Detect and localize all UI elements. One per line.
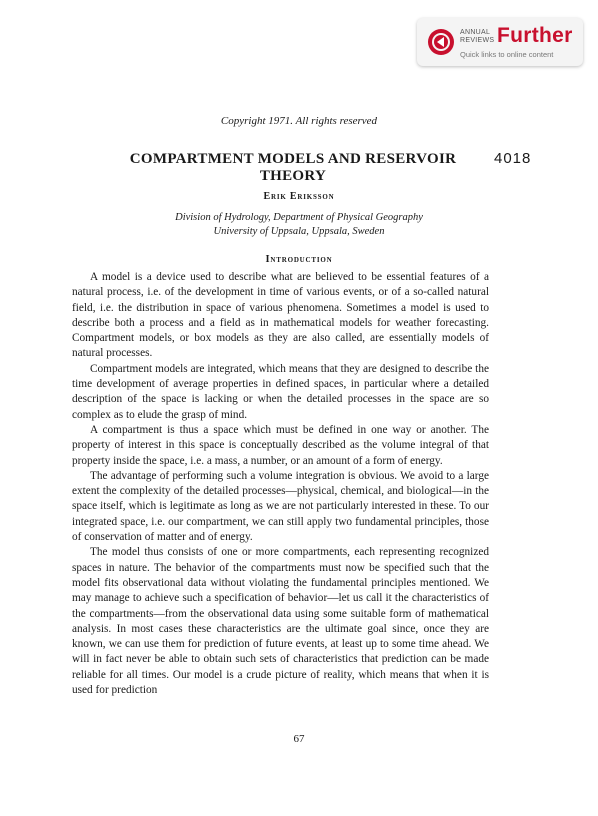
badge-further-text: Further (497, 24, 573, 47)
paragraph-4: The advantage of performing such a volume integration is obvious. We avoid to a large extent the complexity of the detailed processes—physical, chemical, and biological—in the space itself, which is legitimate as long as we are not particularly interested in these. To our integrated space, i.e. our compartment, we can still apply two fundamental principles, those of conservation of matter and of energy. (72, 469, 489, 544)
paragraph-1: A model is a device used to describe what are believed to be essential features of a natural process, i.e. of the development in time of various events, or of a so-called natural field, i.e. the distribution in space of various phenomena. Sometimes a model is used to describe both a process and a field as in mathematical models for weather forecasting. Compartment models, or box models as they are also called, are essentially models of natural processes. (72, 271, 489, 360)
badge-subtitle: Quick links to online content (460, 50, 554, 59)
badge-annual-text: ANNUAL (460, 29, 491, 36)
page-number: 67 (293, 733, 305, 745)
annual-reviews-further-badge[interactable] (417, 18, 583, 66)
section-heading: Introduction (265, 254, 333, 265)
paragraph-2: Compartment models are integrated, which means that they are designed to describe the time development of average properties in defined spaces, in particular where a detailed description of the space is lacking or when the detailed processes in the space are so complex as to elude the grasp of mind. (72, 362, 489, 421)
title-line-1: COMPARTMENT MODELS AND RESERVOIR (129, 151, 457, 167)
paragraph-5: The model thus consists of one or more compartments, each representing recognized spaces in nature. The behavior of the compartments must now be specified such that the model fits observational data without violating the fundamental principles mentioned. We may manage to achieve such a specification of behavior—let us call it the characteristics of the compartments—from the observational data using some suitable form of mathematical analysis. In most cases these characteristics are the ultimate goal since, once they are known, we can use them for prediction of future events, at least up to some time ahead. We will in fact never be able to obtain such sets of characteristics that prediction can be made reliable for all times. Our model is a crude picture of reality, which means that when it is used for prediction (72, 546, 489, 697)
paragraph-3: A compartment is thus a space which must be defined in one way or another. The property of interest in this space is conceptually described as the volume integral of that property inside the space, i.e. a mass, a number, or an amount of a form of energy. (72, 423, 489, 467)
circle-arrow-icon (427, 28, 455, 56)
copyright-notice: Copyright 1971. All rights reserved (220, 115, 378, 127)
article-body (72, 270, 489, 698)
document-number: 4018 (494, 150, 532, 167)
article-title (60, 151, 526, 185)
affiliation-line-1: Division of Hydrology, Department of Physical Geography (175, 212, 423, 223)
title-line-2: THEORY (259, 168, 327, 184)
affiliation-line-2: University of Uppsala, Uppsala, Sweden (213, 226, 385, 237)
badge-reviews-text: REVIEWS (460, 37, 495, 44)
author-name: Erik Eriksson (263, 191, 335, 202)
